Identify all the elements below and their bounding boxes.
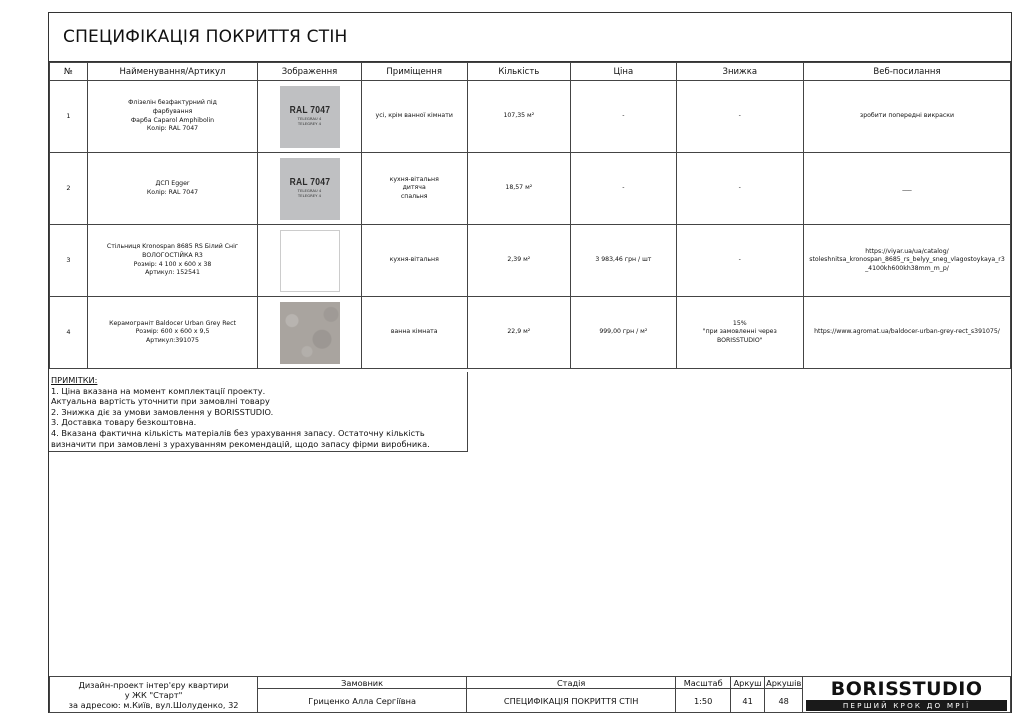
name-line: Розмір: 600 x 600 x 9,5 <box>135 328 210 336</box>
row-number: 2 <box>50 153 88 225</box>
row-image <box>258 297 362 369</box>
note-line: визначити при замовлені з урахуванням рекомендацій, щодо запасу фірми виробника. <box>51 438 430 449</box>
stage-label: Стадія <box>467 677 676 689</box>
notes-block <box>49 372 468 452</box>
ral-code: RAL 7047 <box>289 105 330 117</box>
header-name: Найменування/Артикул <box>87 63 257 81</box>
note-line: 3. Доставка товару безкоштовна. <box>51 417 197 428</box>
row-room <box>361 81 467 153</box>
name-line: Артикул: 152541 <box>145 269 200 277</box>
project-description <box>50 677 258 713</box>
name-line: Колір: RAL 7047 <box>146 125 199 133</box>
header-image: Зображення <box>258 63 362 81</box>
row-discount <box>676 297 803 369</box>
notes-title: ПРИМІТКИ: <box>51 375 98 385</box>
row-room <box>361 225 467 297</box>
project-line: у ЖК "Старт" <box>124 689 183 700</box>
ral-sub-label: TELEGRAU 4 <box>297 115 322 121</box>
discount-line: "при замовленні через <box>702 328 777 336</box>
row-link[interactable] <box>804 297 1011 369</box>
ral-color-swatch <box>280 158 340 220</box>
logo-tagline: ПЕРШИЙ КРОК ДО МРІЇ <box>806 700 1007 711</box>
name-line: Фарба Caparol Amphibolin <box>130 116 215 124</box>
room-line: кухня-вітальня <box>389 256 439 264</box>
room-line: спальня <box>400 192 428 200</box>
scale-value: 1:50 <box>676 689 731 713</box>
row-price: 999,00 грн / м² <box>571 297 676 369</box>
name-line: Стільниця Kronospan 8685 RS Білий Сніг <box>106 243 239 251</box>
sheets-value: 48 <box>765 689 803 713</box>
row-image <box>258 81 362 153</box>
row-discount <box>676 225 803 297</box>
sheets-label: Аркушів <box>766 677 802 688</box>
name-line: Колір: RAL 7047 <box>146 188 199 196</box>
row-discount <box>676 81 803 153</box>
discount-line: BORISSTUDIO" <box>716 336 763 344</box>
name-line: ВОЛОГОСТІЙКА R3 <box>142 251 203 259</box>
row-link <box>804 81 1011 153</box>
header-room: Приміщення <box>361 63 467 81</box>
row-image <box>258 225 362 297</box>
sheet-value: 41 <box>731 689 765 713</box>
scale-label: Масштаб <box>676 677 731 689</box>
document-frame <box>48 12 1012 713</box>
header-quantity: Кількість <box>467 63 571 81</box>
row-link <box>804 153 1011 225</box>
ral-color-swatch <box>280 86 340 148</box>
link-line: зробити попередні викраски <box>859 112 955 120</box>
project-line: Дизайн-проект інтер'єру квартири <box>78 679 229 690</box>
table-row <box>50 153 1011 225</box>
discount-line: - <box>738 112 741 120</box>
row-image <box>258 153 362 225</box>
row-name <box>87 81 257 153</box>
room-line: кухня-вітальня <box>389 175 439 183</box>
web-link[interactable]: _4100kh600kh38mm_m_p/ <box>865 264 949 272</box>
stage-value: СПЕЦИФІКАЦІЯ ПОКРИТТЯ СТІН <box>467 689 676 713</box>
document-title: СПЕЦИФІКАЦІЯ ПОКРИТТЯ СТІН <box>63 27 348 47</box>
web-link[interactable]: stoleshnitsa_kronospan_8685_rs_belyy_sneg_vlagostoykaya_r3 <box>809 256 1005 264</box>
row-discount <box>676 153 803 225</box>
row-room <box>361 153 467 225</box>
room-line: ванна кімната <box>390 328 438 336</box>
header-discount: Знижка <box>676 63 803 81</box>
porcelain-tile-swatch <box>280 302 340 364</box>
name-line: ДСП Egger <box>155 179 190 187</box>
discount-line: - <box>738 184 741 192</box>
name-line: Керамограніт Baldocer Urban Grey Rect <box>109 319 236 327</box>
table-row <box>50 297 1011 369</box>
studio-logo <box>803 677 1011 713</box>
row-number: 3 <box>50 225 88 297</box>
note-line: Актуальна вартість уточнити при замовлні товару <box>51 396 270 407</box>
client-label: Замовник <box>258 677 467 689</box>
logo-wordmark: BORISSTUDIO <box>830 678 983 700</box>
table-row <box>50 81 1011 153</box>
row-price: 3 983,46 грн / шт <box>571 225 676 297</box>
header-number: № <box>50 63 88 81</box>
row-number: 1 <box>50 81 88 153</box>
sheet-label: Аркуш <box>731 677 765 689</box>
ral-sub-label: TELEGRAU 4 <box>297 187 322 193</box>
table-header-row <box>50 63 1011 81</box>
note-line: 4. Вказана фактична кількість матеріалів без урахування запасу. Остаточну кількість <box>51 427 425 438</box>
ral-code: RAL 7047 <box>289 177 330 189</box>
row-name <box>87 297 257 369</box>
row-quantity: 2,39 м² <box>467 225 571 297</box>
row-quantity: 18,57 м² <box>467 153 571 225</box>
ral-sub-label: TELEGREY 4 <box>297 120 322 126</box>
name-line: Артикул:391075 <box>146 336 199 344</box>
row-price: - <box>571 153 676 225</box>
room-line: дитяча <box>402 184 426 192</box>
title-block <box>49 676 1011 713</box>
row-number: 4 <box>50 297 88 369</box>
row-name <box>87 153 257 225</box>
web-link[interactable]: https://viyar.ua/ua/catalog/ <box>865 247 949 255</box>
white-snow-swatch <box>280 230 340 292</box>
row-quantity: 107,35 м² <box>467 81 571 153</box>
specification-table <box>49 62 1011 369</box>
note-line: 1. Ціна вказана на момент комплектації проекту. <box>51 385 266 396</box>
row-price: - <box>571 81 676 153</box>
row-name <box>87 225 257 297</box>
project-line: за адресою: м.Київ, вул.Шолуденко, 32 <box>68 699 239 710</box>
name-line: Розмір: 4 100 x 600 x 38 <box>133 260 212 268</box>
link-line: ___ <box>902 184 912 192</box>
table-row <box>50 225 1011 297</box>
web-link[interactable]: https://www.agromat.ua/baldocer-urban-grey-rect_s391075/ <box>814 328 1000 336</box>
note-line: 2. Знижка діє за умови замовлення у BORISSTUDIO. <box>51 406 274 417</box>
row-link[interactable] <box>804 225 1011 297</box>
discount-line: 15% <box>732 319 747 327</box>
client-value: Гриценко Алла Сергіївна <box>258 689 467 713</box>
name-line: фарбування <box>152 107 193 115</box>
room-line: усі, крім ванної кімнати <box>375 112 453 120</box>
header-weblink: Веб-посилання <box>804 63 1011 81</box>
ral-sub-label: TELEGREY 4 <box>297 192 322 198</box>
name-line: Флізелін безфактурний під <box>128 99 217 107</box>
discount-line: - <box>738 256 741 264</box>
row-quantity: 22,9 м² <box>467 297 571 369</box>
header-price: Ціна <box>571 63 676 81</box>
row-room <box>361 297 467 369</box>
